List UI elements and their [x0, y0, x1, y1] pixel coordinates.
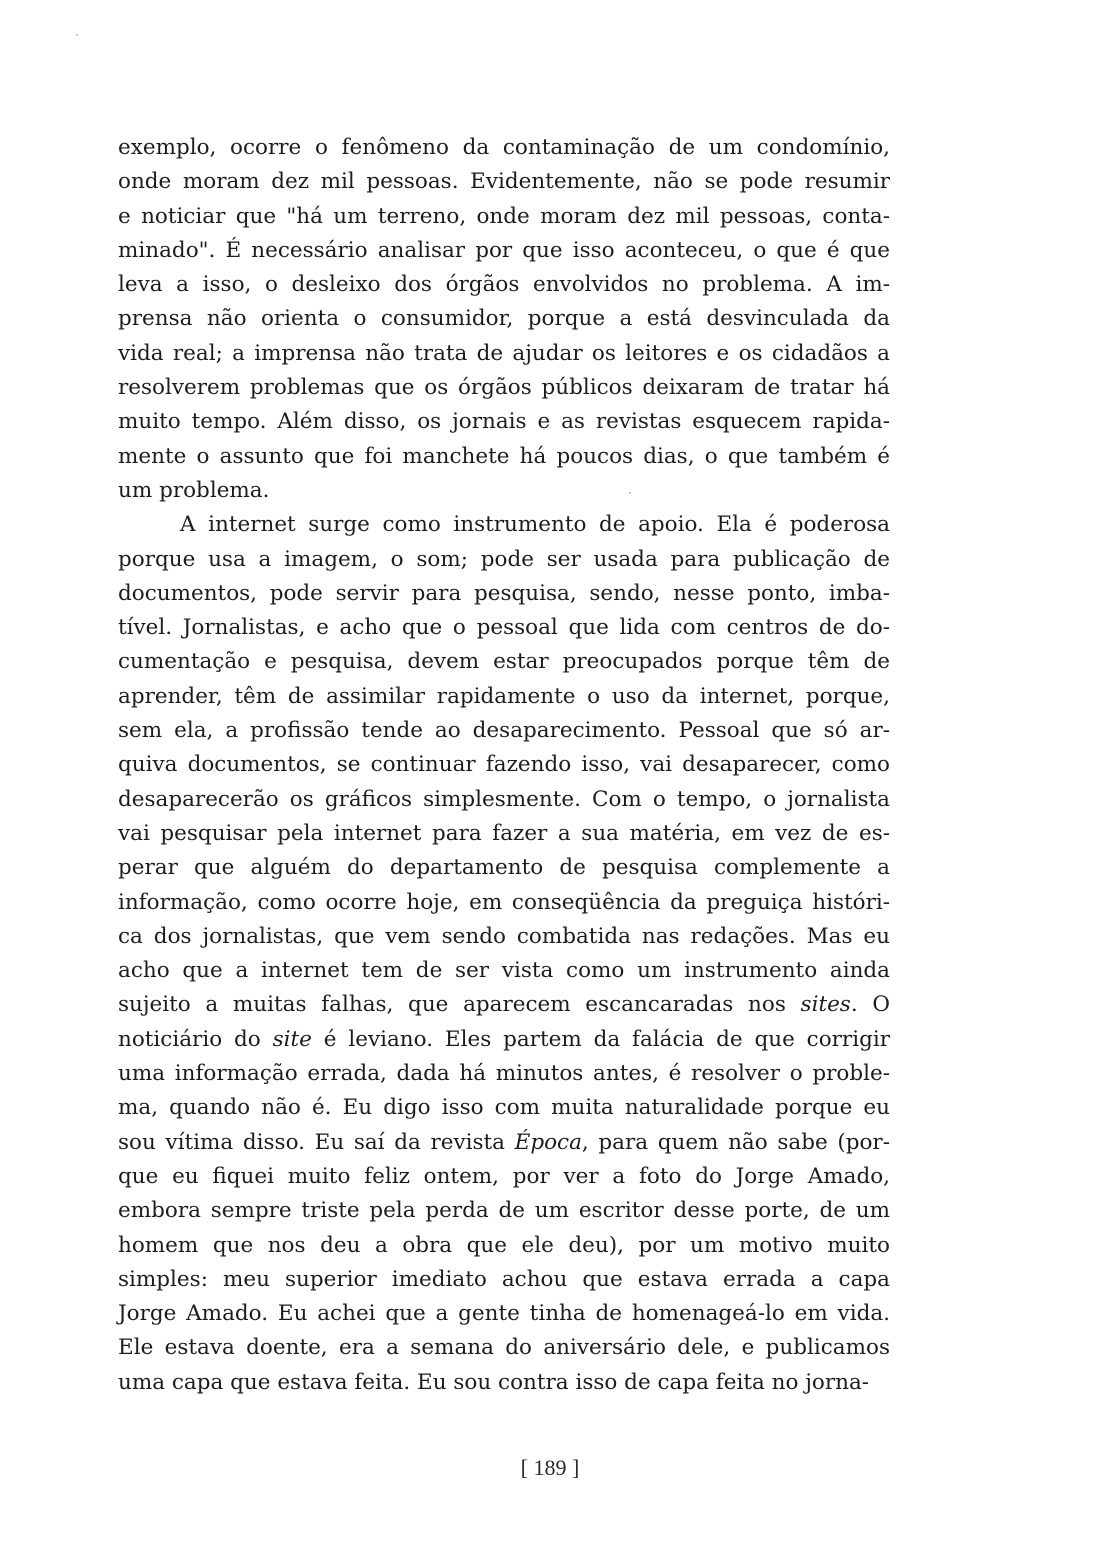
text-line: porque usa a imagem, o som; pode ser usada para publicação de	[118, 546, 890, 572]
text-line: muito tempo. Além disso, os jornais e as revistas esquecem rapida-	[118, 409, 890, 435]
text-line: homem que nos deu a obra que ele deu), por um motivo muito	[118, 1232, 890, 1258]
text-line: ma, quando não é. Eu digo isso com muita naturalidade porque eu	[118, 1095, 890, 1121]
text-line: um problema.	[118, 477, 270, 503]
text-line: mente o assunto que foi manchete há poucos dias, o que também é	[118, 443, 890, 469]
text-line: exemplo, ocorre o fenômeno da contaminação de um condomínio,	[118, 135, 890, 160]
text-line: cumentação e pesquisa, devem estar preocupados porque têm de	[118, 649, 890, 675]
text-line: vai pesquisar pela internet para fazer a sua matéria, em vez de es-	[118, 820, 890, 846]
text-line: que eu fiquei muito feliz ontem, por ver a foto do Jorge Amado,	[118, 1163, 890, 1189]
text-line: documentos, pode servir para pesquisa, sendo, nesse ponto, imba-	[118, 580, 890, 606]
text-line: tível. Jornalistas, e acho que o pessoal que lida com centros de do-	[118, 615, 890, 641]
text-line: ca dos jornalistas, que vem sendo combatida nas redações. Mas eu	[118, 923, 890, 949]
body-text	[118, 131, 890, 1400]
text-line: sou vítima disso. Eu saí da revista Época, para quem não sabe (por-	[118, 1129, 890, 1155]
text-line: acho que a internet tem de ser vista como um instrumento ainda	[118, 958, 890, 984]
scan-speck	[76, 34, 78, 36]
text-line: embora sempre triste pela perda de um escritor desse porte, de um	[118, 1198, 890, 1224]
text-line: resolverem problemas que os órgãos públicos deixaram de tratar há	[118, 375, 890, 401]
text-line: informação, como ocorre hoje, em conseqüência da preguiça históri-	[118, 889, 890, 915]
text-line: uma informação errada, dada há minutos antes, é resolver o proble-	[118, 1061, 890, 1087]
text-line: perar que alguém do departamento de pesquisa complemente a	[118, 855, 890, 881]
text-line: Ele estava doente, era a semana do aniversário dele, e publicamos	[118, 1335, 890, 1361]
paragraph	[118, 508, 890, 1400]
text-line: sujeito a muitas falhas, que aparecem escancaradas nos sites. O	[118, 992, 890, 1018]
text-line: Jorge Amado. Eu achei que a gente tinha de homenageá-lo em vida.	[118, 1301, 890, 1327]
text-line: prensa não orienta o consumidor, porque a está desvinculada da	[118, 306, 890, 332]
text-line: e noticiar que "há um terreno, onde moram dez mil pessoas, conta-	[118, 203, 890, 229]
page-number: [ 189 ]	[520, 1455, 580, 1480]
text-line: desaparecerão os gráficos simplesmente. Com o tempo, o jornalista	[118, 786, 890, 812]
text-line: onde moram dez mil pessoas. Evidentemente, não se pode resumir	[118, 169, 890, 195]
text-line: sem ela, a profissão tende ao desaparecimento. Pessoal que só ar-	[118, 718, 890, 744]
text-line: minado". É necessário analisar por que isso aconteceu, o que é que	[118, 237, 890, 263]
text-line: aprender, têm de assimilar rapidamente o uso da internet, porque,	[118, 683, 890, 709]
text-line: simples: meu superior imediato achou que estava errada a capa	[118, 1266, 890, 1292]
text-line: A internet surge como instrumento de apoio. Ela é poderosa	[180, 512, 890, 538]
text-line: noticiário do site é leviano. Eles partem da falácia de que corrigir	[118, 1026, 890, 1052]
text-line: vida real; a imprensa não trata de ajudar os leitores e os cidadãos a	[118, 340, 890, 366]
text-line: leva a isso, o desleixo dos órgãos envolvidos no problema. A im-	[118, 272, 890, 298]
paragraph	[118, 131, 890, 508]
text-line: quiva documentos, se continuar fazendo isso, vai desaparecer, como	[118, 752, 890, 778]
text-line: uma capa que estava feita. Eu sou contra isso de capa feita no jorna-	[118, 1369, 870, 1395]
